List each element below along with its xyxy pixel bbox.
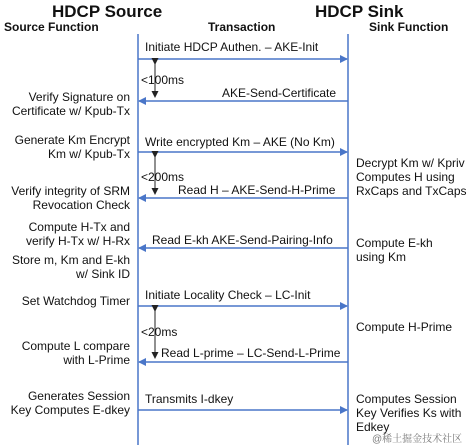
source-function-compute-l: Compute L compare with L-Prime: [21, 339, 130, 367]
sink-function-decrypt-km: Decrypt Km w/ Kpriv Computes H using RxCaps and TxCaps: [356, 156, 467, 198]
source-function-generate-km: Generate Km Encrypt Km w/ Kpub-Tx: [14, 133, 130, 161]
sink-function-compute-session-key: Computes Session Key Verifies Ks with Edkey: [356, 392, 462, 434]
source-function-header: Source Function: [4, 20, 99, 34]
message-transmits-i-dkey: Transmits I-dkey: [145, 392, 234, 406]
source-function-verify-srm: Verify integrity of SRM Revocation Check: [11, 184, 130, 212]
sink-function-header: Sink Function: [369, 20, 449, 34]
message-ake-init: Initiate HDCP Authen. – AKE-Init: [145, 40, 319, 54]
timing-label-200ms: <200ms: [141, 170, 185, 184]
source-function-store-m-km: Store m, Km and E-kh w/ Sink ID: [11, 253, 130, 281]
sink-function-compute-e-kh: Compute E-kh using Km: [356, 236, 433, 264]
source-function-compute-h-tx: Compute H-Tx and verify H-Tx w/ H-Rx: [26, 220, 130, 248]
source-function-set-watchdog: Set Watchdog Timer: [21, 294, 130, 308]
transaction-header: Transaction: [208, 20, 276, 34]
message-ake-send-h-prime: Read H – AKE-Send-H-Prime: [178, 183, 336, 197]
watermark: @稀土掘金技术社区: [372, 434, 463, 445]
hdcp-sink-title: HDCP Sink: [315, 2, 404, 21]
message-pairing-info: Read E-kh AKE-Send-Pairing-Info: [152, 233, 333, 247]
source-function-generate-session-key: Generates Session Key Computes E-dkey: [10, 389, 130, 417]
message-lc-send-l-prime: Read L-prime – LC-Send-L-Prime: [161, 346, 341, 360]
source-function-verify-signature: Verify Signature on Certificate w/ Kpub-Tx: [11, 90, 130, 118]
sink-function-compute-h-prime: Compute H-Prime: [356, 320, 453, 334]
message-lc-init: Initiate Locality Check – LC-Init: [145, 288, 311, 302]
timing-label-20ms: <20ms: [141, 325, 178, 339]
hdcp-source-title: HDCP Source: [52, 2, 163, 21]
timing-label-100ms: <100ms: [141, 73, 185, 87]
message-write-km: Write encrypted Km – AKE (No Km): [145, 135, 335, 149]
message-ake-send-certificate: AKE-Send-Certificate: [222, 86, 337, 100]
